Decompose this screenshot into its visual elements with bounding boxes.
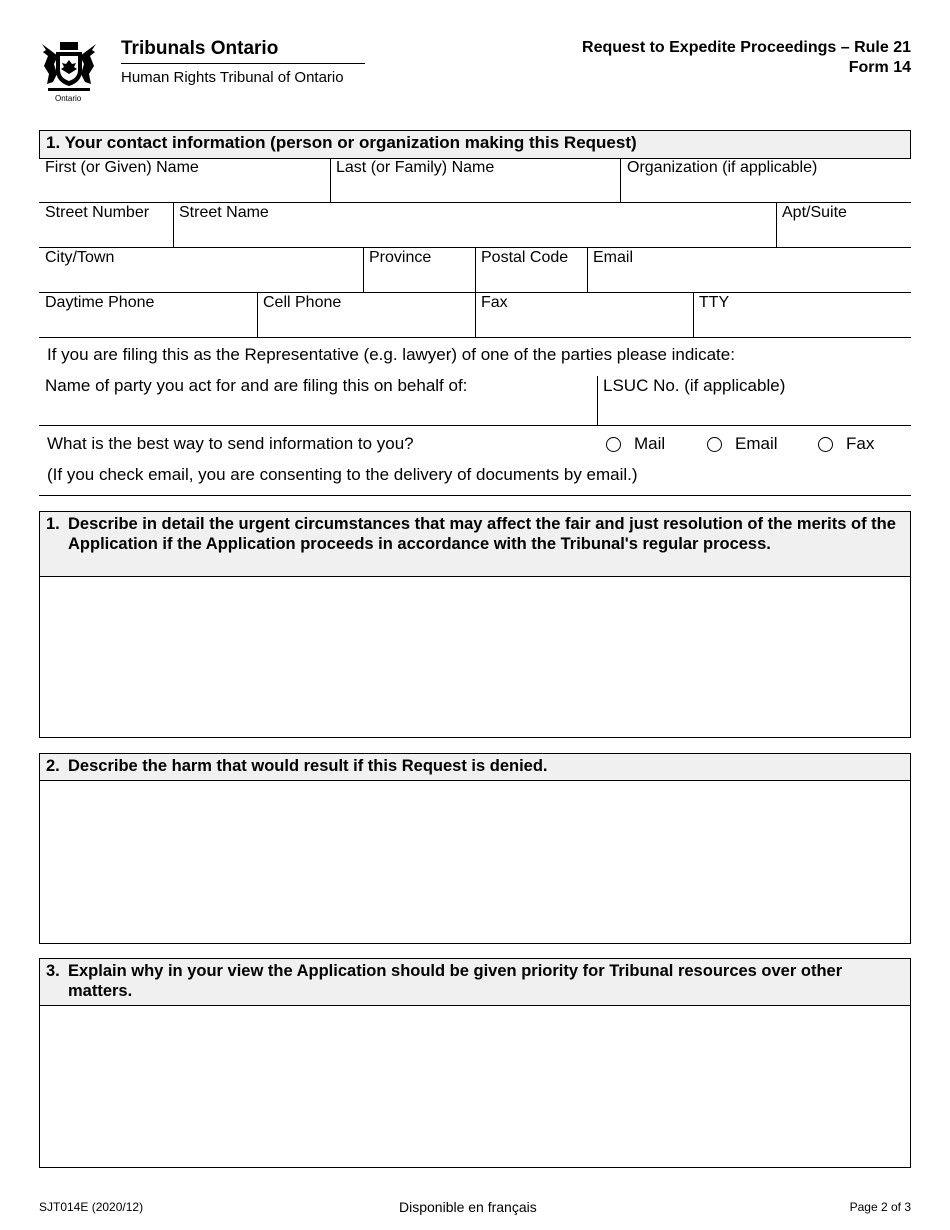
row-divider xyxy=(39,425,911,426)
email-radio-option[interactable] xyxy=(707,434,778,454)
cell-divider xyxy=(173,202,174,247)
cell-divider xyxy=(363,247,364,292)
last-name-field[interactable] xyxy=(330,155,621,203)
header-divider xyxy=(121,63,365,64)
fax-label: Fax xyxy=(481,294,508,311)
apt-suite-field[interactable] xyxy=(776,200,911,247)
question-2-answer-box[interactable] xyxy=(39,781,911,944)
first-name-label: First (or Given) Name xyxy=(45,159,199,176)
street-name-label: Street Name xyxy=(179,204,269,221)
row-divider xyxy=(39,337,911,338)
street-number-field[interactable] xyxy=(39,200,173,247)
cell-divider xyxy=(620,159,621,203)
question-2-header xyxy=(39,753,911,781)
organization-label: Organization (if applicable) xyxy=(627,159,818,176)
org-subtitle: Human Rights Tribunal of Ontario xyxy=(121,69,344,86)
cell-phone-field[interactable] xyxy=(257,290,475,337)
organization-field[interactable] xyxy=(621,155,911,203)
form-title-block xyxy=(582,38,911,78)
postal-code-label: Postal Code xyxy=(481,249,569,266)
apt-suite-label: Apt/Suite xyxy=(782,204,847,221)
form-title: Request to Expedite Proceedings – Rule 21 xyxy=(582,39,911,56)
party-name-field[interactable] xyxy=(39,372,597,426)
question-2-text: Describe the harm that would result if this Request is denied. xyxy=(68,757,548,775)
fax-field[interactable] xyxy=(475,290,693,337)
province-label: Province xyxy=(369,249,432,266)
email-consent-note: (If you check email, you are consenting to the delivery of documents by email.) xyxy=(47,465,638,484)
cell-divider xyxy=(257,292,258,337)
section-divider xyxy=(39,495,911,496)
question-3-number: 3. xyxy=(46,962,60,980)
cell-divider xyxy=(330,159,331,203)
question-3-answer-box[interactable] xyxy=(39,1006,911,1168)
cell-divider xyxy=(693,292,694,337)
email-radio[interactable] xyxy=(707,437,722,452)
question-3-text: Explain why in your view the Application should be given priority for Tribunal resources over other matters. xyxy=(68,962,843,1000)
mail-radio-label: Mail xyxy=(634,434,666,453)
city-town-field[interactable] xyxy=(39,245,363,292)
french-availability-note: Disponible en français xyxy=(399,1199,537,1215)
question-1-answer-box[interactable] xyxy=(39,577,911,738)
lsuc-number-label: LSUC No. (if applicable) xyxy=(603,376,786,395)
form-number: Form 14 xyxy=(848,59,911,76)
street-number-label: Street Number xyxy=(45,204,150,221)
ontario-coat-of-arms-logo xyxy=(36,38,102,104)
cell-divider xyxy=(475,292,476,337)
street-name-field[interactable] xyxy=(173,200,776,247)
first-name-field[interactable] xyxy=(39,155,330,203)
party-name-label: Name of party you act for and are filing this on behalf of: xyxy=(45,376,468,395)
daytime-phone-field[interactable] xyxy=(39,290,257,337)
email-field[interactable] xyxy=(587,245,911,292)
postal-code-field[interactable] xyxy=(475,245,587,292)
tty-label: TTY xyxy=(699,294,730,311)
email-radio-label: Email xyxy=(735,434,778,453)
tty-field[interactable] xyxy=(693,290,911,337)
fax-radio-label: Fax xyxy=(846,434,875,453)
representative-note: If you are filing this as the Representative (e.g. lawyer) of one of the parties please indicate: xyxy=(47,345,735,364)
form-code: SJT014E (2020/12) xyxy=(39,1200,144,1214)
contact-section-title: Your contact information (person or organization making this Request) xyxy=(64,133,637,152)
fax-radio[interactable] xyxy=(818,437,833,452)
logo-caption: Ontario xyxy=(55,94,82,103)
cell-divider xyxy=(597,376,598,426)
page-number: Page 2 of 3 xyxy=(849,1200,911,1214)
city-town-label: City/Town xyxy=(45,249,115,266)
cell-divider xyxy=(776,202,777,247)
question-3-header xyxy=(39,958,911,1006)
last-name-label: Last (or Family) Name xyxy=(336,159,495,176)
lsuc-number-field[interactable] xyxy=(597,372,911,426)
fax-radio-option[interactable] xyxy=(818,434,874,454)
question-1-text: Describe in detail the urgent circumstances that may affect the fair and just resolution of the merits of the Application if the Application proceeds in accordance with the Tribunal's regular process. xyxy=(68,515,896,553)
email-label: Email xyxy=(593,249,634,266)
daytime-phone-label: Daytime Phone xyxy=(45,294,155,311)
cell-divider xyxy=(587,247,588,292)
mail-radio-option[interactable] xyxy=(606,434,665,454)
send-question: What is the best way to send information to you? xyxy=(47,434,414,453)
province-field[interactable] xyxy=(363,245,475,292)
question-2-number: 2. xyxy=(46,757,60,775)
cell-divider xyxy=(475,247,476,292)
mail-radio[interactable] xyxy=(606,437,621,452)
contact-section-number: 1. xyxy=(46,133,61,152)
question-1-number: 1. xyxy=(46,515,60,533)
org-name: Tribunals Ontario xyxy=(121,38,279,59)
cell-phone-label: Cell Phone xyxy=(263,294,342,311)
question-1-header xyxy=(39,511,911,577)
